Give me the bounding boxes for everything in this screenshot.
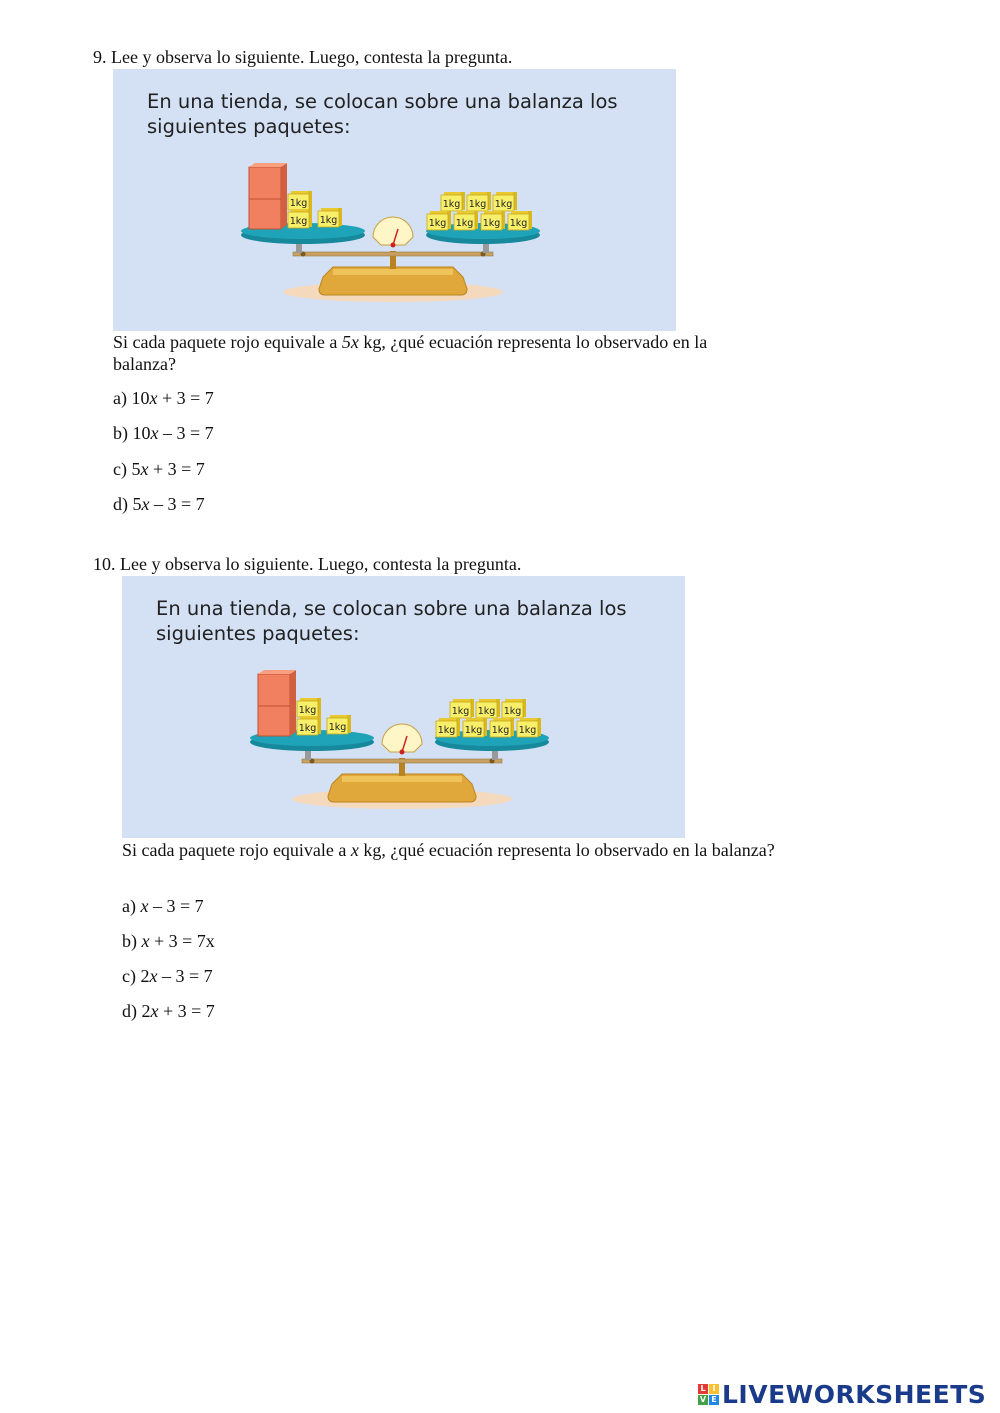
svg-text:1kg: 1kg [298,705,317,716]
svg-text:1kg: 1kg [328,722,347,733]
svg-text:1kg: 1kg [509,218,528,229]
liveworksheets-logo [698,1380,986,1408]
scale-beam [302,759,502,763]
panel-text-line: siguientes paquetes: [156,622,360,645]
panel-text-line: En una tienda, se colocan sobre una balanza los [156,597,627,620]
option-a[interactable]: a) 10x + 3 = 7 [113,388,214,408]
option-a[interactable]: a) x – 3 = 7 [122,896,204,916]
question-text: Si cada paquete rojo equivale a 5x kg, ¿qué ecuación representa lo observado en la balanza? [113,332,708,374]
svg-text:1kg: 1kg [442,199,461,210]
svg-text:1kg: 1kg [298,723,317,734]
1kg-weight [517,718,541,737]
1kg-weight [454,211,478,230]
option-c[interactable]: c) 2x – 3 = 7 [122,966,213,986]
option-d[interactable]: d) 5x – 3 = 7 [113,494,205,514]
option-b[interactable]: b) 10x – 3 = 7 [113,423,214,443]
svg-text:1kg: 1kg [491,725,510,736]
question-text: Si cada paquete rojo equivale a x kg, ¿qué ecuación representa lo observado en la balanza? [122,840,775,860]
red-package-stack [249,163,287,229]
svg-text:1kg: 1kg [455,218,474,229]
1kg-weight [508,211,532,230]
red-package-stack [258,670,296,736]
panel-text-line: En una tienda, se colocan sobre una balanza los [147,90,618,113]
1kg-weight [450,699,474,718]
balance-scale [242,666,562,816]
option-c[interactable]: c) 5x + 3 = 7 [113,459,205,479]
scale-beam [293,252,493,256]
panel-text [156,596,627,646]
illustration-panel [113,69,676,331]
svg-text:1kg: 1kg [289,216,308,227]
1kg-weight [481,211,505,230]
1kg-weight [436,718,460,737]
svg-text:1kg: 1kg [477,706,496,717]
svg-text:1kg: 1kg [468,199,487,210]
1kg-weight [297,716,321,735]
1kg-weight [490,718,514,737]
1kg-weight [502,699,526,718]
1kg-weight [441,192,465,211]
svg-text:1kg: 1kg [482,218,501,229]
1kg-weight [476,699,500,718]
panel-text-line: siguientes paquetes: [147,115,351,138]
liveworksheets-logo-icon: L I V E [698,1384,719,1405]
panel-text [147,89,618,139]
1kg-weight [288,191,312,210]
option-b[interactable]: b) x + 3 = 7x [122,931,215,951]
svg-text:1kg: 1kg [319,215,338,226]
scale-gauge [373,217,413,248]
svg-text:1kg: 1kg [503,706,522,717]
svg-text:1kg: 1kg [289,198,308,209]
1kg-weight [493,192,517,211]
illustration-panel [122,576,685,838]
1kg-weight [318,208,342,227]
svg-text:1kg: 1kg [451,706,470,717]
scale-gauge [382,724,422,755]
svg-text:1kg: 1kg [518,725,537,736]
balance-scale [233,159,553,309]
question-title: 9. Lee y observa lo siguiente. Luego, contesta la pregunta. [93,47,513,67]
1kg-weight [288,209,312,228]
question-title: 10. Lee y observa lo siguiente. Luego, contesta la pregunta. [93,554,522,574]
1kg-weight [427,211,451,230]
1kg-weight [467,192,491,211]
1kg-weight [297,698,321,717]
svg-text:1kg: 1kg [494,199,513,210]
option-d[interactable]: d) 2x + 3 = 7 [122,1001,215,1021]
svg-text:1kg: 1kg [428,218,447,229]
1kg-weight [463,718,487,737]
1kg-weight [327,715,351,734]
svg-text:1kg: 1kg [464,725,483,736]
svg-text:1kg: 1kg [437,725,456,736]
liveworksheets-logo-text: LIVEWORKSHEETS [722,1379,987,1409]
